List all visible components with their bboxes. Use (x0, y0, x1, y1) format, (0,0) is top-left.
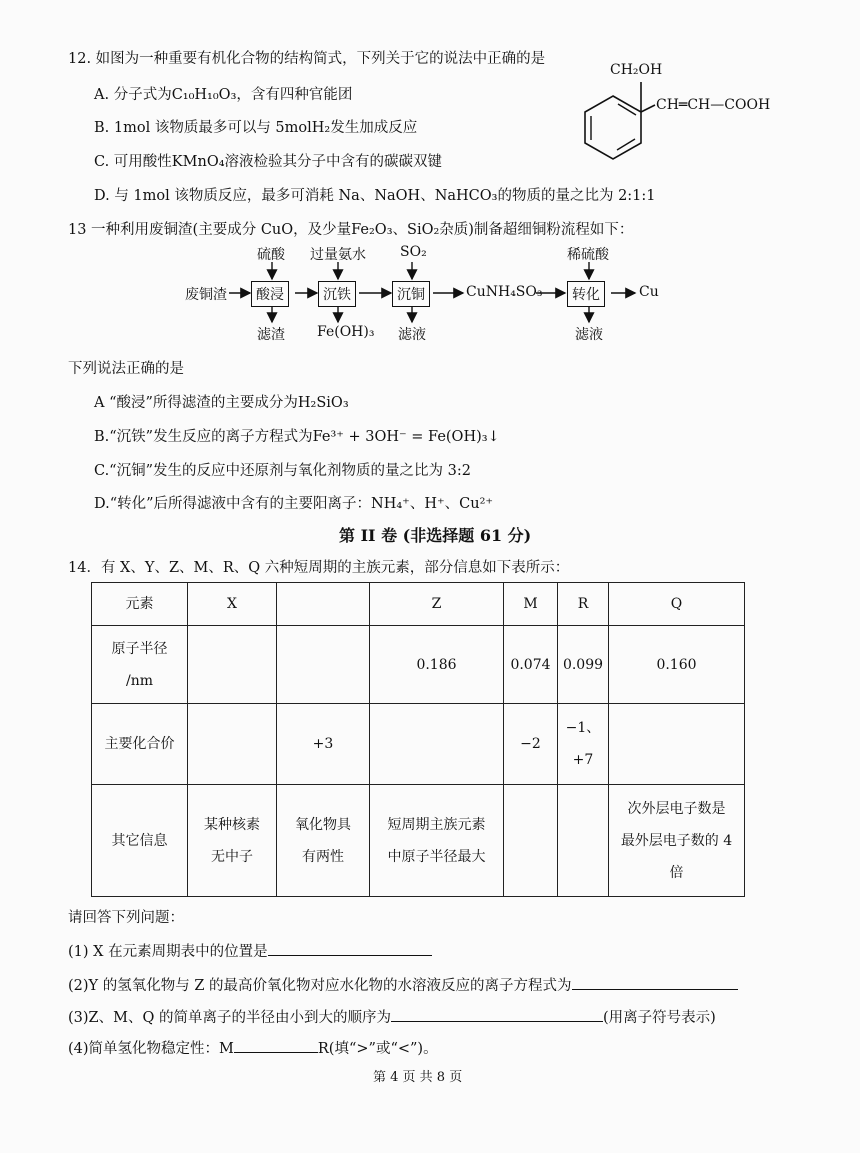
q13-stem: 13 一种利用废铜渣(主要成分 CuO，及少量Fe₂O₃、SiO₂杂质)制备超细铜粉流程如下： (68, 222, 634, 238)
flow-step-iron-precip: 沉铁 (318, 281, 356, 307)
flow-step-copper-precip: 沉铜 (392, 281, 430, 307)
other-x-line2: 无中子 (211, 848, 253, 865)
q14-answer-intro: 请回答下列问题： (68, 910, 184, 926)
valence-r-line1: −1、 (565, 720, 601, 736)
radius-z: 0.186 (370, 626, 504, 704)
section-title: 第 II 卷 (非选择题 61 分) (339, 526, 532, 545)
valence-q (609, 704, 745, 785)
table-header-q: Q (609, 583, 745, 626)
other-x (188, 785, 277, 897)
q13-prompt: 下列说法正确的是 (68, 361, 184, 377)
flow-input-2: 过量氨水 (310, 247, 366, 263)
flow-output-2: Fe(OH)₃ (317, 324, 375, 340)
q12-option-a: A. 分子式为C₁₀H₁₀O₃，含有四种官能团 (94, 87, 353, 103)
radius-r: 0.099 (558, 626, 609, 704)
q14-sub2-blank[interactable] (572, 975, 738, 990)
flow-input-3: SO₂ (400, 244, 427, 260)
other-y-line1: 氧化物具 (295, 816, 351, 833)
table-header-x: X (188, 583, 277, 626)
other-m (504, 785, 558, 897)
q14-sub4 (68, 1037, 438, 1058)
other-z (370, 785, 504, 897)
flow-start-label: 废铜渣 (185, 287, 227, 303)
q12-structure-chain: CH═CH—COOH (656, 97, 771, 113)
valence-m: −2 (504, 704, 558, 785)
q12-option-c: C. 可用酸性KMnO₄溶液检验其分子中含有的碳碳双键 (94, 154, 443, 170)
table-row-label-radius (92, 626, 188, 704)
other-q (609, 785, 745, 897)
other-y-line2: 有两性 (302, 848, 344, 865)
q14-sub1 (68, 940, 432, 961)
table-header-r: R (558, 583, 609, 626)
flow-product-label: Cu (639, 284, 659, 300)
q13-option-c: C.“沉铜”发生的反应中还原剂与氧化剂物质的量之比为 3:2 (94, 463, 471, 479)
q14-stem: 14．有 X、Y、Z、M、R、Q 六种短周期的主族元素，部分信息如下表所示： (68, 560, 570, 576)
table-header-z: Z (370, 583, 504, 626)
q14-sub4-note: R(填“>”或“<”)。 (317, 1041, 438, 1057)
table-row-label-other: 其它信息 (92, 785, 188, 897)
other-y (277, 785, 370, 897)
valence-r (558, 704, 609, 785)
other-x-line1: 某种核素 (204, 816, 260, 833)
radius-label-line1: 原子半径 (111, 640, 168, 657)
page-footer: 第 4 页 共 8 页 (373, 1070, 463, 1085)
q12-stem: 12. 如图为一种重要有机化合物的结构简式，下列关于它的说法中正确的是 (68, 51, 546, 67)
q13-option-b: B.“沉铁”发生反应的离子方程式为Fe³⁺ + 3OH⁻ = Fe(OH)₃↓ (94, 429, 500, 445)
valence-r-line2: +7 (572, 752, 594, 768)
flow-step-acid-leach: 酸浸 (251, 281, 289, 307)
q14-sub4-blank[interactable] (234, 1038, 318, 1053)
q14-sub3-note: (用离子符号表示) (602, 1010, 716, 1026)
q14-sub1-text: (1) X 在元素周期表中的位置是 (68, 944, 268, 960)
radius-m: 0.074 (504, 626, 558, 704)
q12-option-b: B. 1mol 该物质最多可以与 5molH₂发生加成反应 (94, 120, 418, 136)
table-row-label-valence: 主要化合价 (92, 704, 188, 785)
q12-structure-top-group: CH₂OH (610, 62, 663, 78)
q14-sub3-text: (3)Z、M、Q 的简单离子的半径由小到大的顺序为 (68, 1010, 391, 1026)
table-header-y (277, 583, 370, 626)
q14-sub3-blank[interactable] (391, 1007, 603, 1022)
q14-sub2-text: (2)Y 的氢氧化物与 Z 的最高价氧化物对应水化物的水溶液反应的离子方程式为 (68, 978, 572, 994)
other-q-line3: 倍 (669, 864, 684, 881)
other-z-line2: 中原子半径最大 (387, 848, 486, 865)
q13-option-d: D.“转化”后所得滤液中含有的主要阳离子：NH₄⁺、H⁺、Cu²⁺ (94, 496, 494, 512)
other-q-line1: 次外层电子数是 (627, 800, 726, 817)
valence-z (370, 704, 504, 785)
q14-sub2 (68, 974, 738, 995)
flow-output-4: 滤液 (575, 327, 603, 343)
flow-output-3: 滤液 (398, 327, 426, 343)
valence-y: +3 (277, 704, 370, 785)
q14-sub1-blank[interactable] (268, 941, 432, 956)
other-z-line1: 短周期主族元素 (387, 816, 486, 833)
q12-option-d: D. 与 1mol 该物质反应，最多可消耗 Na、NaOH、NaHCO₃的物质的量之比为 2:1:1 (94, 188, 656, 204)
flow-output-1: 滤渣 (257, 327, 285, 343)
table-header-element: 元素 (92, 583, 188, 626)
other-q-line2: 最外层电子数的 4 (620, 832, 733, 849)
q14-sub4-text: (4)简单氢化物稳定性：M (68, 1041, 234, 1057)
flow-step-conversion: 转化 (567, 281, 605, 307)
radius-label-line2: /nm (125, 672, 153, 689)
radius-y (277, 626, 370, 704)
flow-input-4: 稀硫酸 (567, 247, 609, 263)
other-r (558, 785, 609, 897)
radius-x (188, 626, 277, 704)
flow-input-1: 硫酸 (257, 247, 285, 263)
flow-intermediate-label: CuNH₄SO₃ (466, 284, 543, 300)
q13-option-a: A “酸浸”所得滤渣的主要成分为H₂SiO₃ (94, 395, 349, 411)
valence-x (188, 704, 277, 785)
radius-q: 0.160 (609, 626, 745, 704)
element-info-table (91, 582, 745, 897)
q14-sub3 (68, 1006, 716, 1027)
table-header-m: M (504, 583, 558, 626)
